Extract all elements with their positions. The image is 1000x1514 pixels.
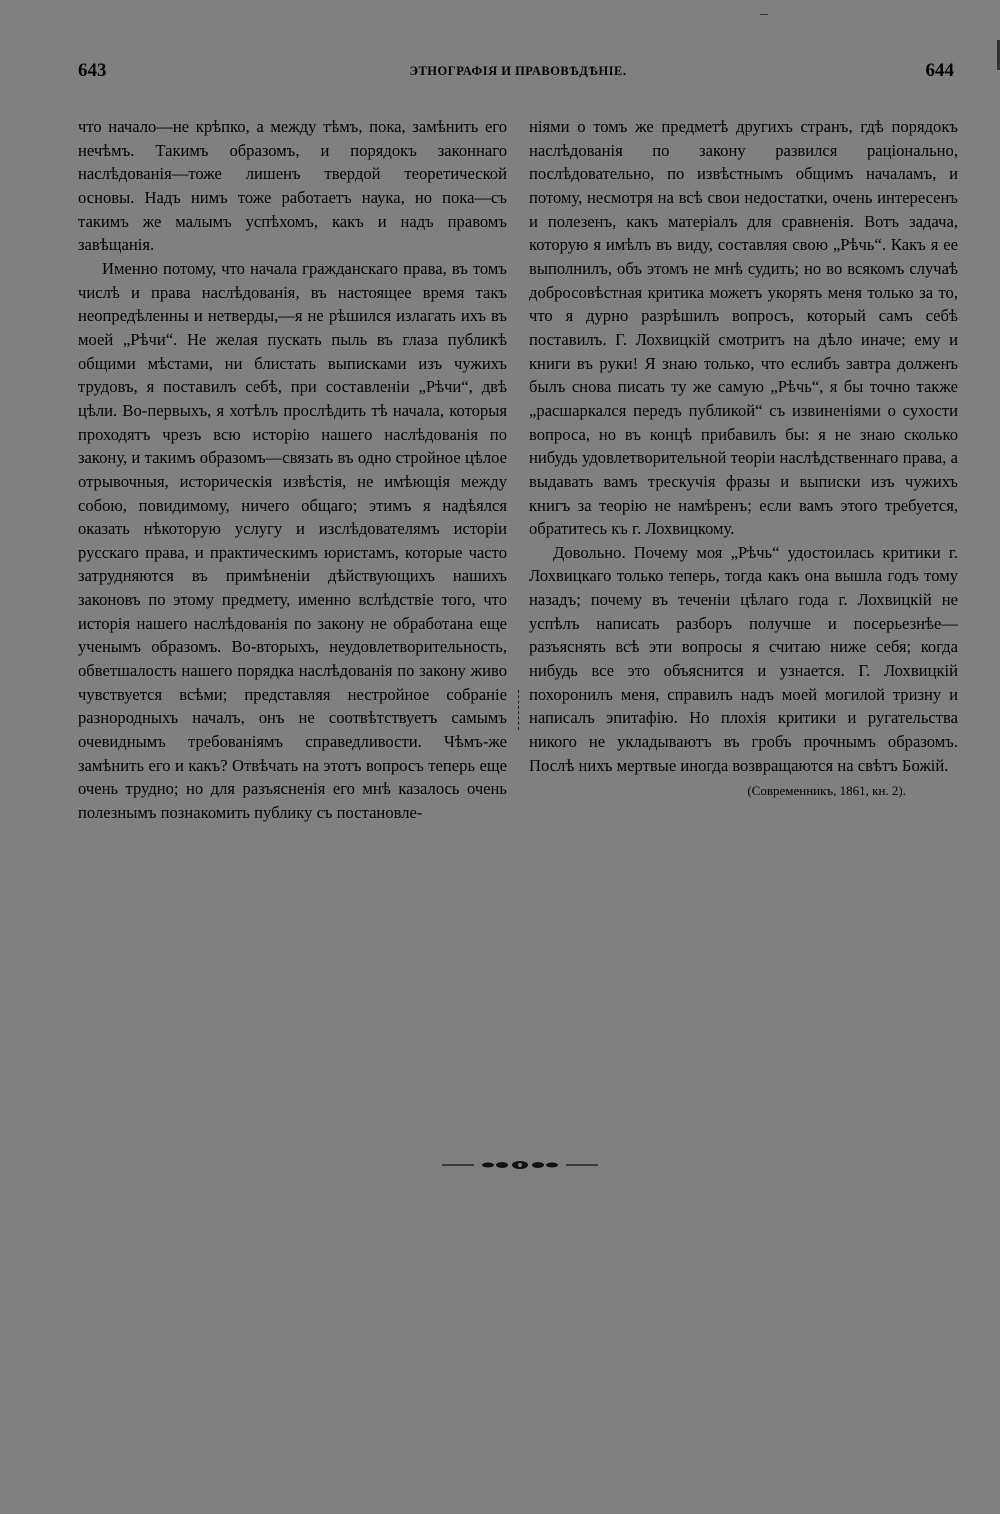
- paragraph: что начало—не крѣпко, а между тѣмъ, пока, замѣнить его нечѣмъ. Такимъ образомъ, и порядокъ законнаго наслѣдованія—тоже лишенъ твердой теоретической основы. Надъ нимъ тоже работаетъ наука, но пока—съ такимъ же малымъ успѣхомъ, какъ и надъ правомъ завѣщанія.: [78, 117, 507, 255]
- paragraph: Довольно. Почему моя „Рѣчь“ удостоилась критики г. Лохвицкаго только теперь, тогда какъ она вышла годъ тому назадъ; почему въ теченіи цѣлаго года г. Лохвицкій не успѣлъ написать разборъ получше и посерьезнѣе—разъяснять всѣ эти вопросы я считаю ниже себя; когда нибудь все это объяснится и узнается. Г. Лохвицкій похоронилъ меня, справилъ надъ моей могилой тризну и написалъ эпитафію. Но плохія критики и ругательства никого не укладываютъ въ гробъ прочнымъ образомъ. Послѣ нихъ мертвые иногда возвращаются на свѣтъ Божій.: [529, 542, 958, 775]
- paragraph: ніями о томъ же предметѣ другихъ странъ, гдѣ порядокъ наслѣдованія по закону развился раціонально, послѣдовательно, по извѣстнымъ общимъ началамъ, и потому, несмотря на всѣ свои недостатки, очень интересенъ и полезенъ, какъ матеріалъ для сравненія. Вотъ задача, которую я имѣлъ въ виду, составляя свою „Рѣчь“. Какъ я ее выполнилъ, объ этомъ не мнѣ судить; но во всякомъ случаѣ добросовѣстная критика можетъ укорять меня только за то, что я дурно разрѣшилъ вопросъ, который самъ себѣ поставилъ. Г. Лохвицкій смотритъ на дѣло иначе; ему и книги въ руки! Я знаю только, что еслибъ завтра долженъ былъ снова писать ту же самую „Рѣчь“, я бы точно также „расшаркался передъ публикой“ съ извиненіями о сухости вопроса, но въ концѣ прибавилъ бы: я не знаю сколько нибудь удовлетворительной теоріи наслѣдственнаго права, а выдавать вамъ трескучія фразы и выписки изъ чужихъ книгъ за теорію не намѣренъ; если вамъ этого требуется, обратитесь къ г. Лохвицкому.: [529, 117, 958, 539]
- right-column: [529, 115, 958, 803]
- column-rule: [518, 690, 520, 730]
- page-number-left: 643: [78, 60, 107, 81]
- paragraph: Именно потому, что начала гражданскаго права, въ томъ числѣ и права наслѣдованія, въ настоящее время такъ неопредѣленны и нетверды,—я не рѣшился излагать ихъ въ моей „Рѣчи“. Не желая пускать пыль въ глаза публикѣ общими мѣстами, ни блистать выписками изъ чужихъ трудовъ, я поставилъ себѣ, при составленіи „Рѣчи“, двѣ цѣли. Во-первыхъ, я хотѣлъ прослѣдить тѣ начала, которыя проходятъ чрезъ всю исторію нашего наслѣдованія по закону, и такимъ образомъ—связать въ одно стройное цѣлое отрывочныя, историческія извѣстія, не имѣющія между собою, повидимому, ничего общаго; этимъ я надѣялся оказать нѣкоторую услугу и изслѣдователямъ исторіи русскаго права, и практическимъ юристамъ, которые часто затрудняются въ примѣненіи дѣйствующихъ нашихъ законовъ по этому предмету, именно вслѣдствіе того, что исторія нашего наслѣдованія по закону не обработана еще ученымъ образомъ. Во-вторыхъ, неудовлетворительность, обветшалость нашего порядка наслѣдованія по закону живо чувствуется всѣми; представляя нестройное собраніе разнородныхъ началъ, онъ не соотвѣтствуетъ самымъ очевиднымъ требованіямъ справедливости. Чѣмъ-же замѣнить его и какъ? Отвѣчать на этотъ вопросъ теперь еще очень трудно; но для разъясненія его мнѣ казалось очень полезнымъ познакомить публику съ постановле-: [78, 258, 507, 823]
- running-title: ЭТНОГРАФІЯ И ПРАВОВѢДѢНІЕ.: [409, 64, 627, 78]
- ornament-divider: [440, 1155, 600, 1175]
- page-number-right: 644: [925, 60, 954, 81]
- page-header: [78, 60, 958, 86]
- left-column: [78, 115, 507, 825]
- source-citation: (Современникъ, 1861, кн. 2).: [747, 783, 906, 799]
- print-speck: [760, 14, 768, 15]
